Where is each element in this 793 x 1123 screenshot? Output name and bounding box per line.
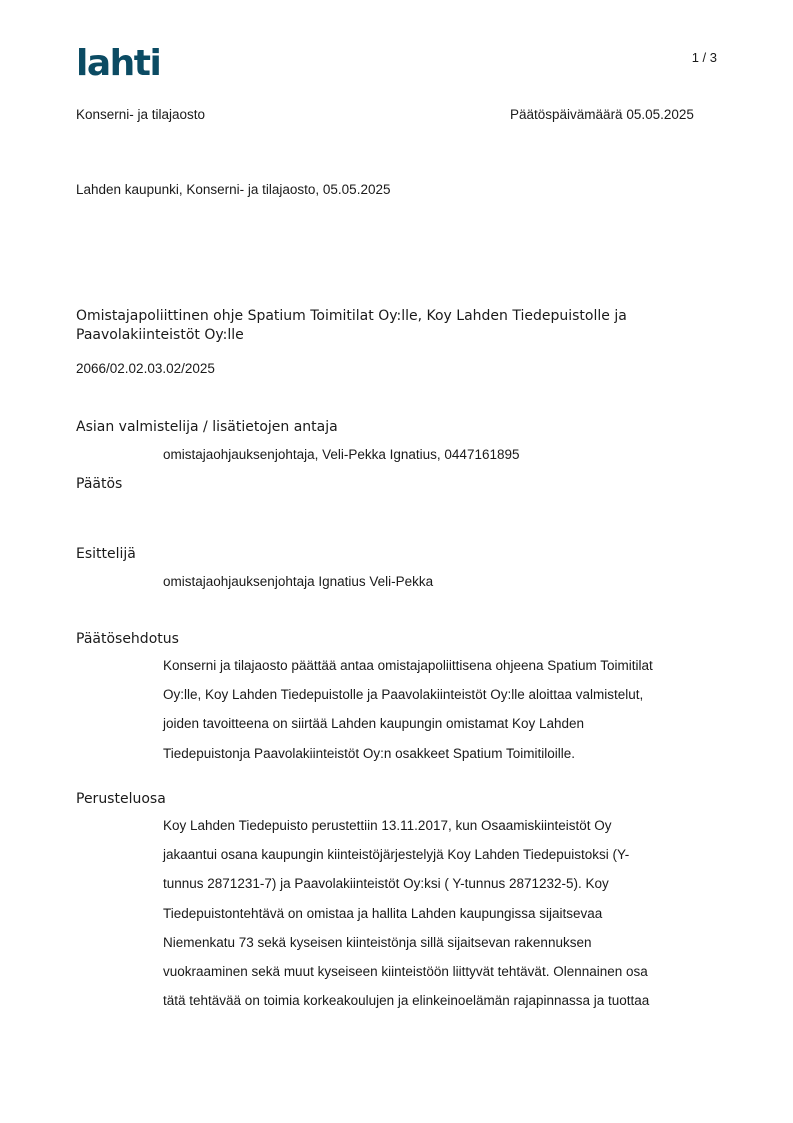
page-number: 1 / 3 xyxy=(691,50,717,65)
document-title xyxy=(76,307,716,345)
paragraph-line: Koy Lahden Tiedepuisto perustettiin 13.11.2017, kun Osaamiskiinteistöt Oy xyxy=(163,818,612,833)
proposal-paragraph xyxy=(163,651,723,768)
preparer-value: omistajaohjauksenjohtaja, Veli-Pekka Ignatius, 0447161895 xyxy=(163,447,520,462)
paragraph-line: tätä tehtävää on toimia korkeakoulujen ja elinkeinoelämän rajapinnassa ja tuottaa xyxy=(163,993,650,1009)
document-title-line: Omistajapoliittinen ohje Spatium Toimitilat Oy:lle, Koy Lahden Tiedepuistolle ja xyxy=(76,308,627,324)
rationale-paragraph xyxy=(163,811,723,1015)
paragraph-line: Konserni ja tilajaosto päättää antaa omistajapoliittisena ohjeena Spatium Toimitilat xyxy=(163,658,653,673)
paragraph-line: jakaantui osana kaupungin kiinteistöjärjestelyjä Koy Lahden Tiedepuistoksi (Y- xyxy=(163,847,630,863)
lahti-logo: lahti xyxy=(76,43,161,84)
rationale-heading: Perusteluosa xyxy=(76,791,166,807)
document-number: 2066/02.02.03.02/2025 xyxy=(76,361,215,376)
proposal-heading: Päätösehdotus xyxy=(76,631,179,647)
document-title-line: Paavolakiinteistöt Oy:lle xyxy=(76,327,244,343)
preparer-heading: Asian valmistelija / lisätietojen antaja xyxy=(76,419,338,435)
paragraph-line: Oy:lle, Koy Lahden Tiedepuistolle ja Paavolakiinteistöt Oy:lle aloittaa valmistelut, xyxy=(163,687,644,703)
decision-date: Päätöspäivämäärä 05.05.2025 xyxy=(510,107,694,122)
organization-line: Lahden kaupunki, Konserni- ja tilajaosto, 05.05.2025 xyxy=(76,182,391,197)
paragraph-line: Niemenkatu 73 sekä kyseisen kiinteistönja sillä sijaitsevan rakennuksen xyxy=(163,934,592,950)
decision-heading: Päätös xyxy=(76,476,123,492)
paragraph-line: tunnus 2871231-7) ja Paavolakiinteistöt Oy:ksi ( Y-tunnus 2871232-5). Koy xyxy=(163,876,609,892)
committee-name: Konserni- ja tilajaosto xyxy=(76,107,206,122)
paragraph-line: Tiedepuistonja Paavolakiinteistöt Oy:n osakkeet Spatium Toimitiloille. xyxy=(163,745,575,761)
paragraph-line: vuokraaminen sekä muut kyseiseen kiinteistöön liittyvät tehtävät. Olennainen osa xyxy=(163,964,648,980)
presenter-value: omistajaohjauksenjohtaja Ignatius Veli-Pekka xyxy=(163,574,434,589)
paragraph-line: joiden tavoitteena on siirtää Lahden kaupungin omistamat Koy Lahden xyxy=(163,716,585,732)
presenter-heading: Esittelijä xyxy=(76,546,136,562)
paragraph-line: Tiedepuistontehtävä on omistaa ja hallita Lahden kaupungissa sijaitsevaa xyxy=(163,905,603,921)
